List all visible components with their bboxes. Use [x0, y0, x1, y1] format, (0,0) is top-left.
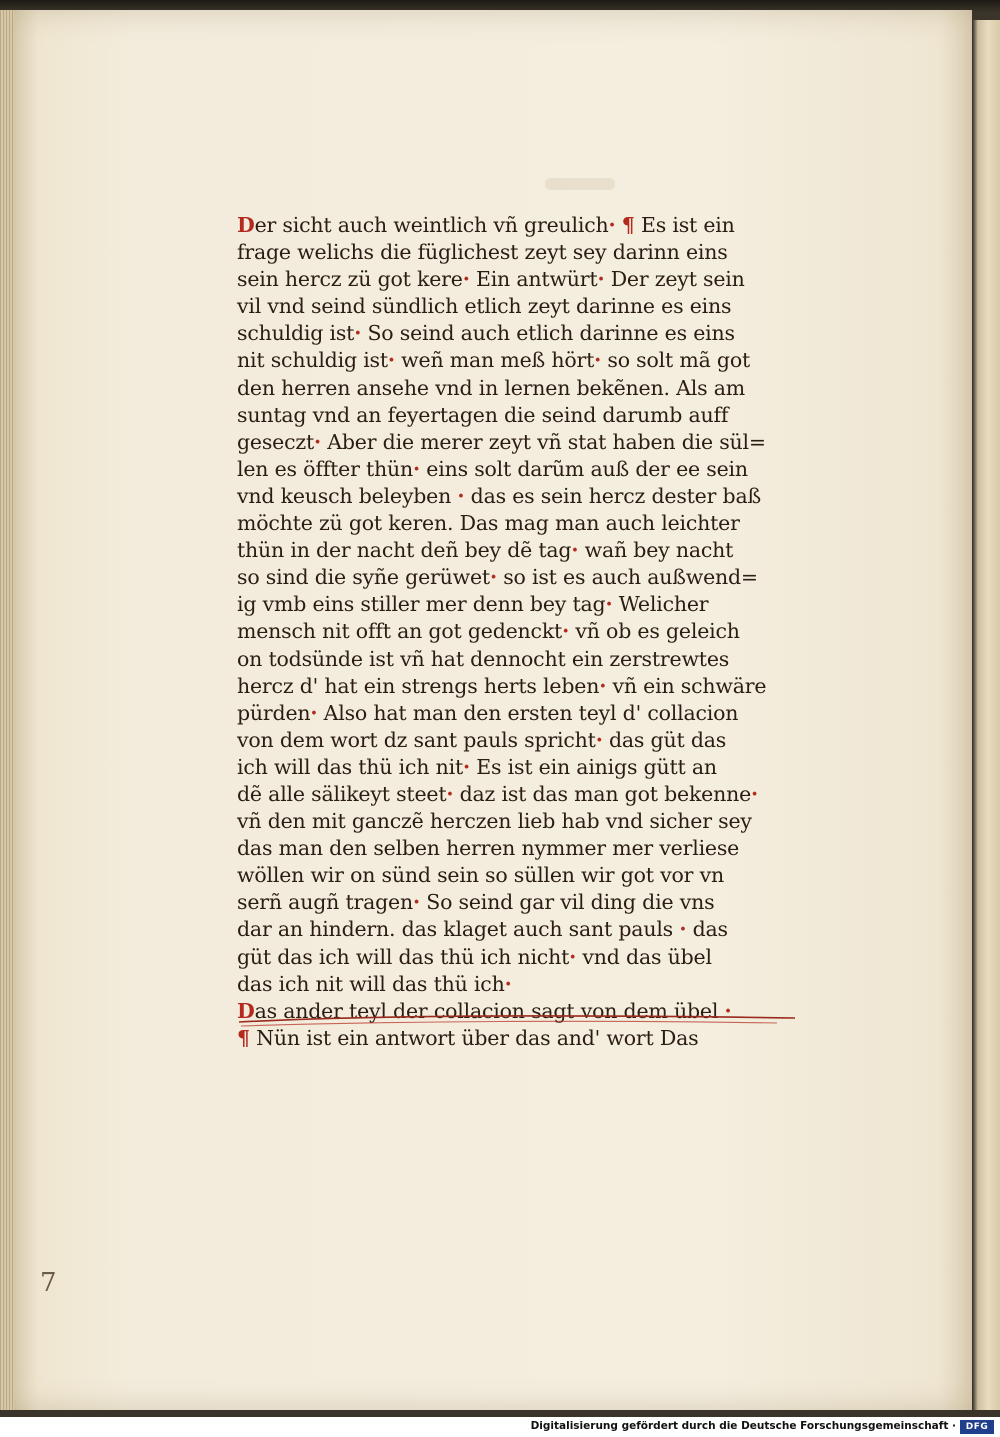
text-line: pürden· Also hat man den ersten teyl d' collacion: [237, 700, 739, 725]
text-line: hercz d' hat ein strengs herts leben· vñ ein schwäre: [237, 673, 767, 698]
incunable-text-block: [237, 212, 807, 1052]
text-line: geseczt· Aber die merer zeyt vñ stat haben die sül=: [237, 429, 766, 454]
text-line: güt das ich will das thü ich nicht· vnd das übel: [237, 944, 712, 969]
text-line: schuldig ist· So seind auch etlich darinne es eins: [237, 321, 735, 346]
text-line: serñ augñ tragen· So seind gar vil ding die vns: [237, 890, 715, 915]
text-line: frage welichs die füglichest zeyt sey darinn eins: [237, 240, 728, 265]
text-line: on todsünde ist vñ hat dennocht ein zerstrewtes: [237, 646, 730, 671]
footer-bar: [0, 1417, 1000, 1437]
text-line: vil vnd seind sündlich etlich zeyt darinne es eins: [237, 294, 732, 319]
text-line: so sind die syñe gerüwet· so ist es auch außwend=: [237, 565, 758, 590]
text-line: thün in der nacht deñ bey dẽ tag· wañ bey nacht: [237, 538, 734, 563]
text-line: nit schuldig ist· weñ man meß hört· so solt mã got: [237, 348, 751, 373]
text-line: vnd keusch beleyben · das es sein hercz dester baß: [237, 483, 761, 508]
margin-pencil-mark: 7: [40, 1268, 57, 1298]
text-line: wöllen wir on sünd sein so süllen wir got vor vn: [237, 863, 724, 888]
page-edges: [0, 10, 14, 1410]
text-line: mensch nit offt an got gedenckt· vñ ob es geleich: [237, 619, 740, 644]
text-line: ich will das thü ich nit· Es ist ein ainigs gütt an: [237, 754, 717, 779]
text-line: ¶ Nün ist ein antwort über das and' wort Das: [237, 1025, 699, 1050]
dfg-logo: DFG: [960, 1420, 994, 1434]
text-line: ig vmb eins stiller mer denn bey tag· Welicher: [237, 592, 709, 617]
text-line: das ich nit will das thü ich·: [237, 971, 512, 996]
text-line: Der sicht auch weintlich vñ greulich· ¶ Es ist ein: [237, 213, 735, 237]
text-line: dar an hindern. das klaget auch sant pauls · das: [237, 917, 728, 942]
text-line: sein hercz zü got kere· Ein antwürt· Der zeyt sein: [237, 267, 745, 292]
text-line: len es öffter thün· eins solt darũm auß der ee sein: [237, 456, 748, 481]
text-line: suntag vnd an feyertagen die seind darumb auff: [237, 402, 729, 427]
text-line: vñ den mit ganczẽ herczen lieb hab vnd sicher sey: [237, 809, 752, 834]
dfg-credit: Digitalisierung gefördert durch die Deutsche Forschungsgemeinschaft ·: [530, 1420, 956, 1432]
rubricated-heading: Das ander teyl der collacion sagt von dem übel ·: [237, 998, 732, 1023]
text-line: möchte zü got keren. Das mag man auch leichter: [237, 511, 740, 536]
text-line: den herren ansehe vnd in lernen bekẽnen. Als am: [237, 375, 745, 400]
text-line: von dem wort dz sant pauls spricht· das güt das: [237, 727, 727, 752]
rubric-underline: [237, 1012, 797, 1028]
text-line: dẽ alle sälikeyt steet· daz ist das man got bekenne·: [237, 781, 758, 806]
bleed-through-mark: [545, 178, 615, 190]
text-line: das man den selben herren nymmer mer verliese: [237, 836, 740, 861]
facing-page-edge: [972, 20, 1000, 1410]
